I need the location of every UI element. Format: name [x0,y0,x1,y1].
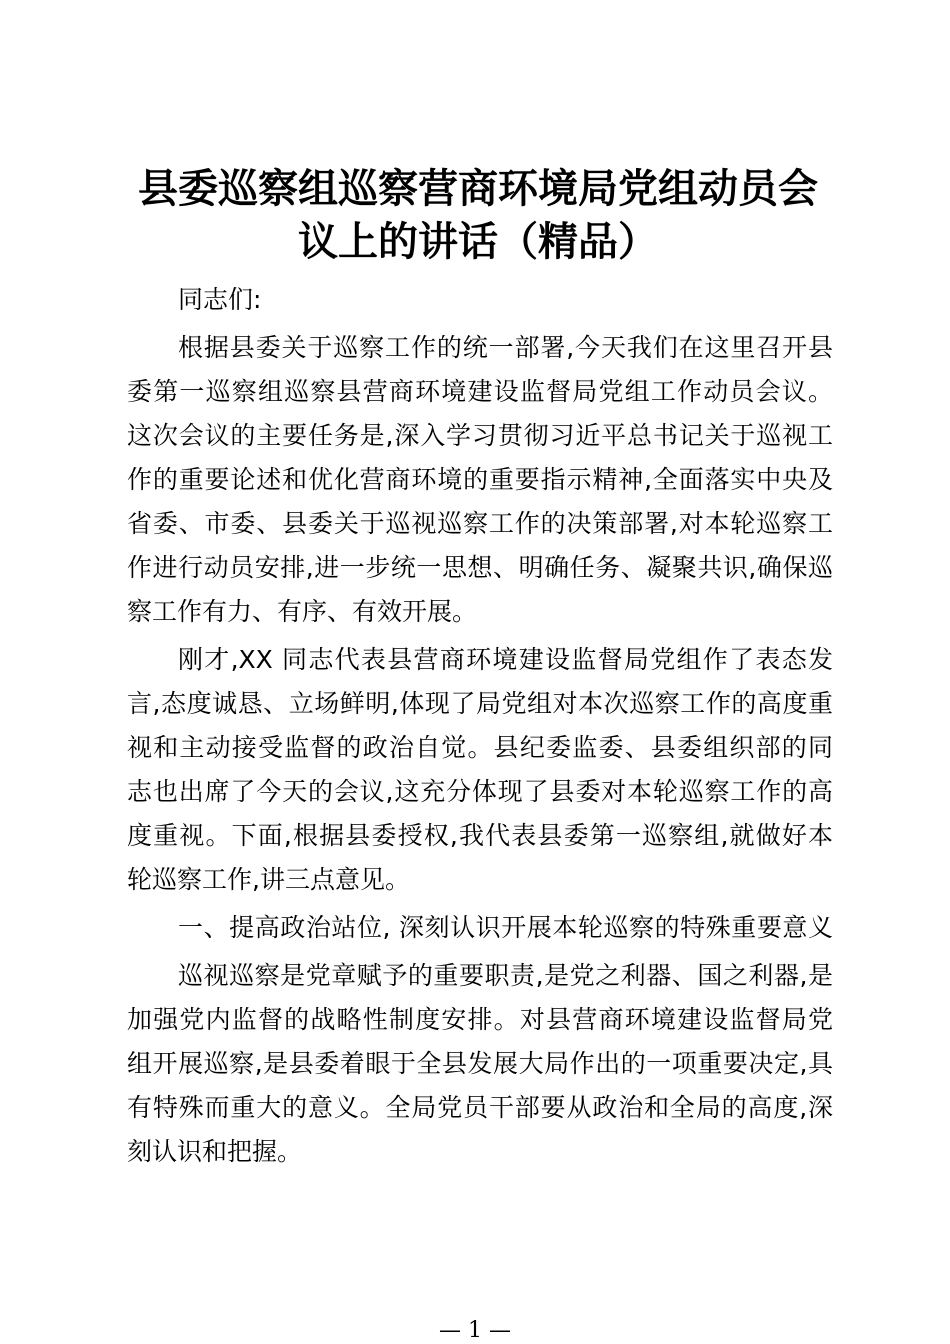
title-line: 议上的讲话（精品） [298,219,658,265]
text-line: 有特殊而重大的意义。全局党员干部要从政治和全局的高度,深 [127,1093,833,1122]
text-line: 巡视巡察是党章赋予的重要职责,是党之利器、国之利器,是 [178,961,833,990]
page-number: — 1 — [439,1318,511,1343]
text-line: 组开展巡察,是县委着眼于全县发展大局作出的一项重要决定,具 [127,1049,833,1078]
document-title [120,163,836,269]
heading-line: 一、提高政治站位, 深刻认识开展本轮巡察的特殊重要意义 [178,913,833,942]
text-line: 作进行动员安排,进一步统一思想、明确任务、凝聚共识,确保巡 [127,553,833,582]
text-line: 视和主动接受监督的政治自觉。县纪委监委、县委组织部的同 [127,733,833,762]
paragraph [127,326,833,634]
text-line: 言,态度诚恳、立场鲜明,体现了局党组对本次巡察工作的高度重 [127,689,833,718]
text-line: 刻认识和把握。 [127,1137,303,1166]
text-line: 根据县委关于巡察工作的统一部署,今天我们在这里召开县 [178,333,833,362]
text-line: 作的重要论述和优化营商环境的重要指示精神,全面落实中央及 [127,465,833,494]
text-line: 轮巡察工作,讲三点意见。 [127,865,410,894]
text-line: 委第一巡察组巡察县营商环境建设监督局党组工作动员会议。 [127,377,833,406]
document-body [127,278,833,1174]
text-line: 加强党内监督的战略性制度安排。对县营商环境建设监督局党 [127,1005,833,1034]
title-line: 县委巡察组巡察营商环境局党组动员会 [138,166,818,212]
text-line: 省委、市委、县委关于巡视巡察工作的决策部署,对本轮巡察工 [127,509,833,538]
paragraph [127,638,833,902]
text-line: 刚才,XX 同志代表县营商环境建设监督局党组作了表态发 [178,645,833,674]
section-heading [127,906,833,950]
text-line: 志也出席了今天的会议,这充分体现了县委对本轮巡察工作的高 [127,777,833,806]
text-line: 度重视。下面,根据县委授权,我代表县委第一巡察组,就做好本 [127,821,833,850]
text-line: 察工作有力、有序、有效开展。 [127,597,478,626]
text-line: 这次会议的主要任务是,深入学习贯彻习近平总书记关于巡视工 [127,421,833,450]
salutation: 同志们: [178,285,262,314]
paragraph [127,954,833,1174]
